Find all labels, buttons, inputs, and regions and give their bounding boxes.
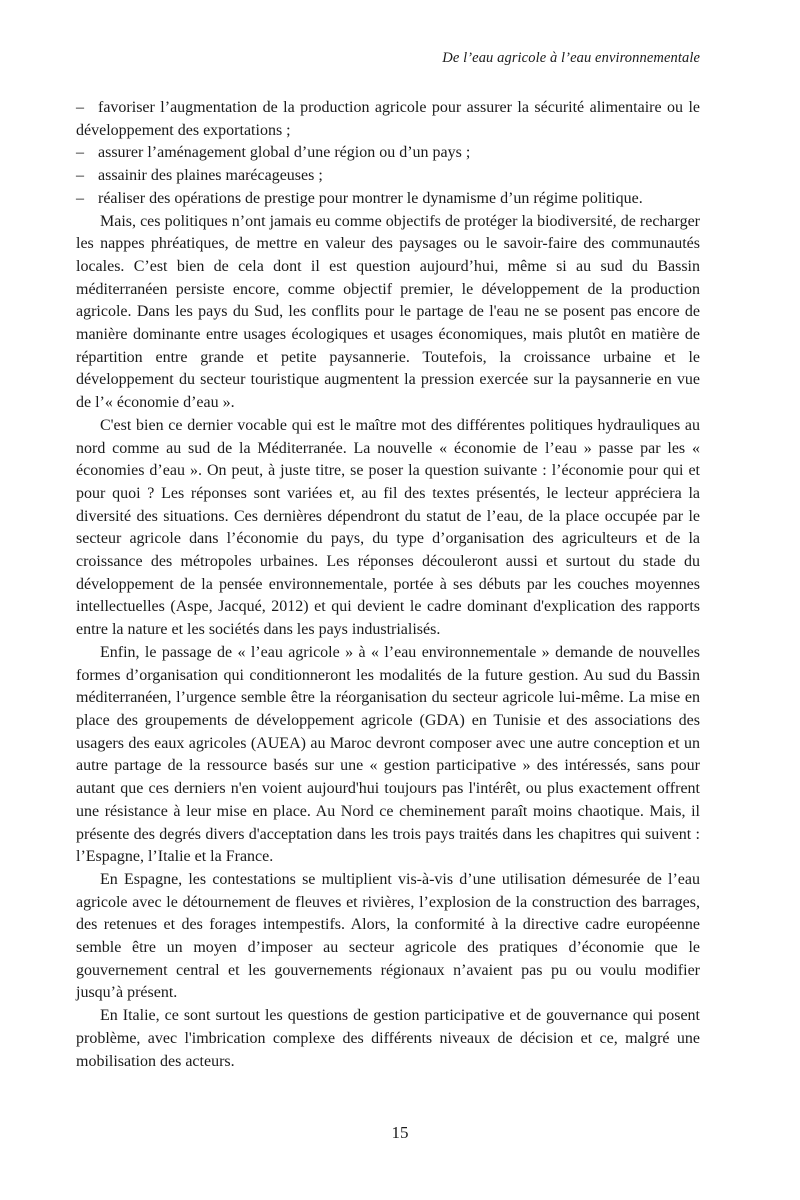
list-item-text: favoriser l’augmentation de la production agricole pour assurer la sécurité alimentaire ou le développement des exportations ; [76,99,700,139]
list-item-text: assurer l’aménagement global d’une région ou d’un pays ; [98,144,471,162]
paragraph: Enfin, le passage de « l’eau agricole » à « l’eau environnementale » demande de nouvelles formes d’organisation qui conditionneront les modalités de la future gestion. Au sud du Bassin méditerranéen, l’urgence semble être la réorganisation du secteur agricole lui-même. La mise en place des groupements de développement agricole (GDA) en Tunisie et des associations des usagers des eaux agricoles (AUEA) au Maroc devront composer avec une autre conception et un autre partage de la ressource basés sur une « gestion participative » des intéressés, sans pour autant que ces derniers n'en voient aujourd'hui toujours pas l'intérêt, ou plus exactement offrent une résistance à leur mise en place. Au Nord ce cheminement paraît moins chaotique. Mais, il présente des degrés divers d'acceptation dans les trois pays traités dans les chapitres qui suivent : l’Espagne, l’Italie et la France. [76,643,700,866]
list-item-text: réaliser des opérations de prestige pour montrer le dynamisme d’un régime politique. [98,189,643,207]
paragraph: Mais, ces politiques n’ont jamais eu comme objectifs de protéger la biodiversité, de recharger les nappes phréatiques, de mettre en valeur des paysages ou le savoir-faire des communautés locales. C’est bien de cela dont il est question aujourd’hui, même si au sud du Bassin méditerranéen persiste encore, comme objectif premier, le développement de la production agricole. Dans les pays du Sud, les conflits pour le partage de l'eau ne se posent pas encore de manière dominante entre usages écologiques et usages économiques, mais plutôt en matière de répartition entre grande et petite paysannerie. Toutefois, la croissance urbaine et le développement du secteur touristique augmentent la pression exercée sur la paysannerie en vue de l’« économie d’eau ». [76,212,700,412]
dash-marker: – [76,99,84,116]
dash-marker: – [76,189,84,207]
paragraph: En Italie, ce sont surtout les questions de gestion participative et de gouvernance qui posent problème, avec l'imbrication complexe des différents niveaux de décision et ce, malgré une mobilisation des acteurs. [76,1007,700,1070]
paragraph: En Espagne, les contestations se multiplient vis-à-vis d’une utilisation démesurée de l’eau agricole avec le détournement de fleuves et rivières, l’explosion de la construction des barrages, des retenues et des forages intempestifs. Alors, la conformité à la directive cadre européenne semble être un moyen d’imposer au secteur agricole des pratiques d’économie que le gouvernement central et les gouvernements régionaux n’avaient pas pu ou voulu modifier jusqu’à présent. [76,870,700,1002]
list-item [76,142,700,165]
body-text [76,97,700,1073]
list-item [76,97,700,142]
dash-marker: – [76,167,84,185]
page-number: 15 [391,1123,409,1142]
paragraph: C'est bien ce dernier vocable qui est le maître mot des différentes politiques hydrauliques au nord comme au sud de la Méditerranée. La nouvelle « économie de l’eau » passe par les « économies d’eau ». On peut, à juste titre, se poser la question suivante : l’économie pour qui et pour quoi ? Les réponses sont variées et, au fil des textes présentés, le lecteur appréciera la diversité des situations. Ces dernières dépendront du statut de l’eau, de la place occupée par le secteur agricole dans l’économie du pays, du type d’organisation des agriculteurs et de la croissance des métropoles urbaines. Les réponses découleront aussi et surtout du stade du développement de la pensée environnementale, portée à ses débuts par les couches moyennes intellectuelles (Aspe, Jacqué, 2012) et qui devient le cadre dominant d'explication des rapports entre la nature et les sociétés dans les pays industrialisés. [76,416,700,639]
list-item [76,165,700,188]
list-item-text: assainir des plaines marécageuses ; [98,167,323,185]
running-head: De l’eau agricole à l’eau environnementale [442,50,700,66]
dash-marker: – [76,144,84,162]
list-item [76,188,700,211]
